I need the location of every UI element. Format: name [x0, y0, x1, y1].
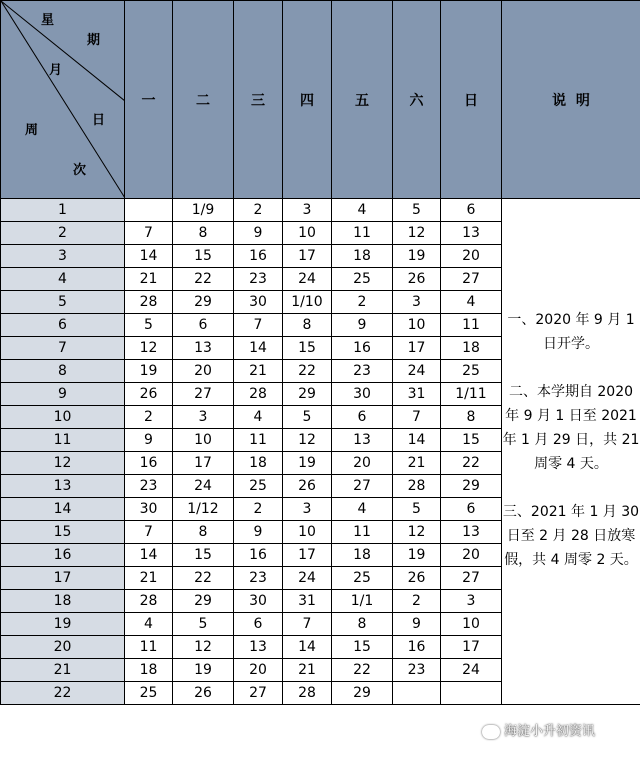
day-cell: 31 — [393, 383, 441, 406]
week-number-cell: 18 — [1, 590, 125, 613]
day-cell: 22 — [283, 360, 332, 383]
day-cell: 3 — [441, 590, 502, 613]
week-number-cell: 13 — [1, 475, 125, 498]
day-cell: 21 — [125, 567, 173, 590]
day-cell: 4 — [234, 406, 283, 429]
day-cell: 16 — [234, 245, 283, 268]
header-day-sun: 日 — [441, 1, 502, 199]
notes-cell — [502, 199, 640, 705]
day-cell: 11 — [125, 636, 173, 659]
day-cell: 14 — [283, 636, 332, 659]
day-cell: 14 — [393, 429, 441, 452]
day-cell: 5 — [393, 498, 441, 521]
day-cell: 24 — [441, 659, 502, 682]
week-number-cell: 3 — [1, 245, 125, 268]
day-cell: 23 — [332, 360, 393, 383]
day-cell: 21 — [125, 268, 173, 291]
day-cell: 24 — [283, 567, 332, 590]
day-cell: 8 — [173, 222, 234, 245]
day-cell: 3 — [173, 406, 234, 429]
corner-label-xing: 星 — [41, 13, 55, 28]
day-cell: 18 — [441, 337, 502, 360]
day-cell: 8 — [283, 314, 332, 337]
day-cell: 18 — [234, 452, 283, 475]
note-paragraph: 三、2021 年 1 月 30 日至 2 月 28 日放寒假，共 4 周零 2 天。 — [502, 503, 640, 568]
week-number-cell: 15 — [1, 521, 125, 544]
week-number-cell: 6 — [1, 314, 125, 337]
day-cell: 6 — [332, 406, 393, 429]
day-cell: 15 — [441, 429, 502, 452]
day-cell: 4 — [441, 291, 502, 314]
day-cell: 2 — [234, 498, 283, 521]
day-cell: 8 — [332, 613, 393, 636]
week-number-cell: 22 — [1, 682, 125, 705]
day-cell: 2 — [234, 199, 283, 222]
week-number-cell: 1 — [1, 199, 125, 222]
day-cell: 9 — [234, 222, 283, 245]
day-cell: 20 — [173, 360, 234, 383]
day-cell: 14 — [234, 337, 283, 360]
day-cell: 16 — [332, 337, 393, 360]
day-cell: 4 — [332, 199, 393, 222]
day-cell: 16 — [393, 636, 441, 659]
week-number-cell: 7 — [1, 337, 125, 360]
corner-label-yue: 月 — [49, 63, 63, 78]
day-cell: 28 — [283, 682, 332, 705]
day-cell: 29 — [441, 475, 502, 498]
day-cell: 13 — [441, 222, 502, 245]
week-number-cell: 2 — [1, 222, 125, 245]
day-cell: 6 — [441, 199, 502, 222]
day-cell: 12 — [173, 636, 234, 659]
day-cell: 17 — [283, 245, 332, 268]
day-cell: 18 — [125, 659, 173, 682]
header-day-thu: 四 — [283, 1, 332, 199]
day-cell: 26 — [173, 682, 234, 705]
day-cell: 3 — [283, 199, 332, 222]
day-cell: 11 — [332, 222, 393, 245]
corner-label-ri: 日 — [92, 113, 106, 128]
week-number-cell: 12 — [1, 452, 125, 475]
day-cell: 14 — [125, 544, 173, 567]
day-cell: 1/1 — [332, 590, 393, 613]
day-cell — [441, 682, 502, 705]
corner-label-ci: 次 — [73, 163, 87, 178]
day-cell: 6 — [173, 314, 234, 337]
week-number-cell: 11 — [1, 429, 125, 452]
day-cell: 16 — [125, 452, 173, 475]
day-cell: 3 — [393, 291, 441, 314]
week-number-cell: 8 — [1, 360, 125, 383]
day-cell: 6 — [234, 613, 283, 636]
day-cell: 9 — [234, 521, 283, 544]
day-cell: 15 — [173, 544, 234, 567]
day-cell: 5 — [173, 613, 234, 636]
header-day-mon: 一 — [125, 1, 173, 199]
day-cell: 6 — [441, 498, 502, 521]
day-cell: 23 — [125, 475, 173, 498]
day-cell: 9 — [125, 429, 173, 452]
day-cell: 20 — [332, 452, 393, 475]
day-cell: 24 — [283, 268, 332, 291]
day-cell: 23 — [393, 659, 441, 682]
day-cell: 25 — [332, 268, 393, 291]
day-cell: 29 — [173, 291, 234, 314]
day-cell: 30 — [332, 383, 393, 406]
note-paragraph: 一、2020 年 9 月 1 日开学。 — [507, 311, 635, 352]
day-cell: 17 — [173, 452, 234, 475]
day-cell: 1/9 — [173, 199, 234, 222]
wechat-icon — [482, 725, 500, 739]
day-cell: 7 — [283, 613, 332, 636]
day-cell: 8 — [441, 406, 502, 429]
week-number-cell: 9 — [1, 383, 125, 406]
day-cell: 19 — [283, 452, 332, 475]
day-cell: 12 — [283, 429, 332, 452]
day-cell: 23 — [234, 567, 283, 590]
day-cell: 28 — [125, 291, 173, 314]
day-cell: 2 — [393, 590, 441, 613]
day-cell: 21 — [283, 659, 332, 682]
day-cell: 5 — [283, 406, 332, 429]
day-cell: 15 — [283, 337, 332, 360]
day-cell: 28 — [234, 383, 283, 406]
day-cell: 20 — [441, 544, 502, 567]
day-cell — [125, 199, 173, 222]
day-cell: 28 — [393, 475, 441, 498]
header-notes: 说 明 — [502, 1, 640, 199]
day-cell: 18 — [332, 245, 393, 268]
day-cell: 22 — [332, 659, 393, 682]
header-day-fri: 五 — [332, 1, 393, 199]
day-cell: 8 — [173, 521, 234, 544]
day-cell: 27 — [234, 682, 283, 705]
day-cell: 7 — [393, 406, 441, 429]
day-cell: 13 — [173, 337, 234, 360]
day-cell: 15 — [173, 245, 234, 268]
week-number-cell: 10 — [1, 406, 125, 429]
day-cell: 27 — [332, 475, 393, 498]
header-day-wed: 三 — [234, 1, 283, 199]
day-cell: 26 — [125, 383, 173, 406]
day-cell: 12 — [393, 521, 441, 544]
week-number-cell: 20 — [1, 636, 125, 659]
day-cell: 19 — [173, 659, 234, 682]
day-cell: 24 — [173, 475, 234, 498]
day-cell: 10 — [283, 222, 332, 245]
day-cell: 17 — [283, 544, 332, 567]
watermark — [482, 720, 595, 739]
day-cell: 22 — [441, 452, 502, 475]
day-cell: 25 — [441, 360, 502, 383]
corner-label-qi: 期 — [87, 33, 101, 48]
header-day-tue: 二 — [173, 1, 234, 199]
week-number-cell: 14 — [1, 498, 125, 521]
day-cell: 3 — [283, 498, 332, 521]
day-cell: 7 — [125, 222, 173, 245]
day-cell: 19 — [125, 360, 173, 383]
day-cell: 1/12 — [173, 498, 234, 521]
day-cell: 27 — [441, 268, 502, 291]
day-cell: 10 — [173, 429, 234, 452]
day-cell: 28 — [125, 590, 173, 613]
day-cell: 9 — [332, 314, 393, 337]
day-cell: 12 — [125, 337, 173, 360]
day-cell: 1/10 — [283, 291, 332, 314]
day-cell — [393, 682, 441, 705]
day-cell: 30 — [125, 498, 173, 521]
day-cell: 19 — [393, 544, 441, 567]
day-cell: 21 — [393, 452, 441, 475]
day-cell: 29 — [283, 383, 332, 406]
day-cell: 17 — [441, 636, 502, 659]
day-cell: 29 — [173, 590, 234, 613]
day-cell: 20 — [234, 659, 283, 682]
day-cell: 26 — [393, 268, 441, 291]
day-cell: 4 — [125, 613, 173, 636]
day-cell: 30 — [234, 590, 283, 613]
watermark-text: 海淀小升初资讯 — [504, 724, 596, 739]
day-cell: 1/11 — [441, 383, 502, 406]
day-cell: 2 — [332, 291, 393, 314]
table-row — [1, 199, 640, 222]
day-cell: 11 — [234, 429, 283, 452]
day-cell: 25 — [234, 475, 283, 498]
note-paragraph: 二、本学期自 2020 年 9 月 1 日至 2021 年 1 月 29 日，共 21 周零 4 天。 — [502, 383, 640, 472]
day-cell: 5 — [393, 199, 441, 222]
day-cell: 26 — [283, 475, 332, 498]
day-cell: 20 — [441, 245, 502, 268]
week-number-cell: 4 — [1, 268, 125, 291]
week-number-cell: 19 — [1, 613, 125, 636]
day-cell: 7 — [234, 314, 283, 337]
day-cell: 27 — [173, 383, 234, 406]
day-cell: 30 — [234, 291, 283, 314]
day-cell: 31 — [283, 590, 332, 613]
day-cell: 10 — [441, 613, 502, 636]
day-cell: 2 — [125, 406, 173, 429]
day-cell: 12 — [393, 222, 441, 245]
day-cell: 25 — [125, 682, 173, 705]
day-cell: 26 — [393, 567, 441, 590]
day-cell: 18 — [332, 544, 393, 567]
corner-diagonal-lines — [1, 1, 125, 198]
day-cell: 13 — [234, 636, 283, 659]
day-cell: 14 — [125, 245, 173, 268]
day-cell: 16 — [234, 544, 283, 567]
day-cell: 25 — [332, 567, 393, 590]
day-cell: 13 — [332, 429, 393, 452]
day-cell: 7 — [125, 521, 173, 544]
corner-header — [1, 1, 125, 199]
week-number-cell: 21 — [1, 659, 125, 682]
day-cell: 4 — [332, 498, 393, 521]
week-number-cell: 16 — [1, 544, 125, 567]
day-cell: 27 — [441, 567, 502, 590]
week-number-cell: 17 — [1, 567, 125, 590]
day-cell: 29 — [332, 682, 393, 705]
day-cell: 22 — [173, 567, 234, 590]
day-cell: 10 — [393, 314, 441, 337]
corner-label-zhou: 周 — [25, 123, 39, 138]
day-cell: 19 — [393, 245, 441, 268]
day-cell: 24 — [393, 360, 441, 383]
day-cell: 23 — [234, 268, 283, 291]
day-cell: 11 — [332, 521, 393, 544]
day-cell: 10 — [283, 521, 332, 544]
day-cell: 11 — [441, 314, 502, 337]
day-cell: 22 — [173, 268, 234, 291]
header-day-sat: 六 — [393, 1, 441, 199]
day-cell: 15 — [332, 636, 393, 659]
day-cell: 21 — [234, 360, 283, 383]
day-cell: 17 — [393, 337, 441, 360]
day-cell: 9 — [393, 613, 441, 636]
header-row — [1, 1, 640, 199]
week-number-cell: 5 — [1, 291, 125, 314]
day-cell: 13 — [441, 521, 502, 544]
day-cell: 5 — [125, 314, 173, 337]
